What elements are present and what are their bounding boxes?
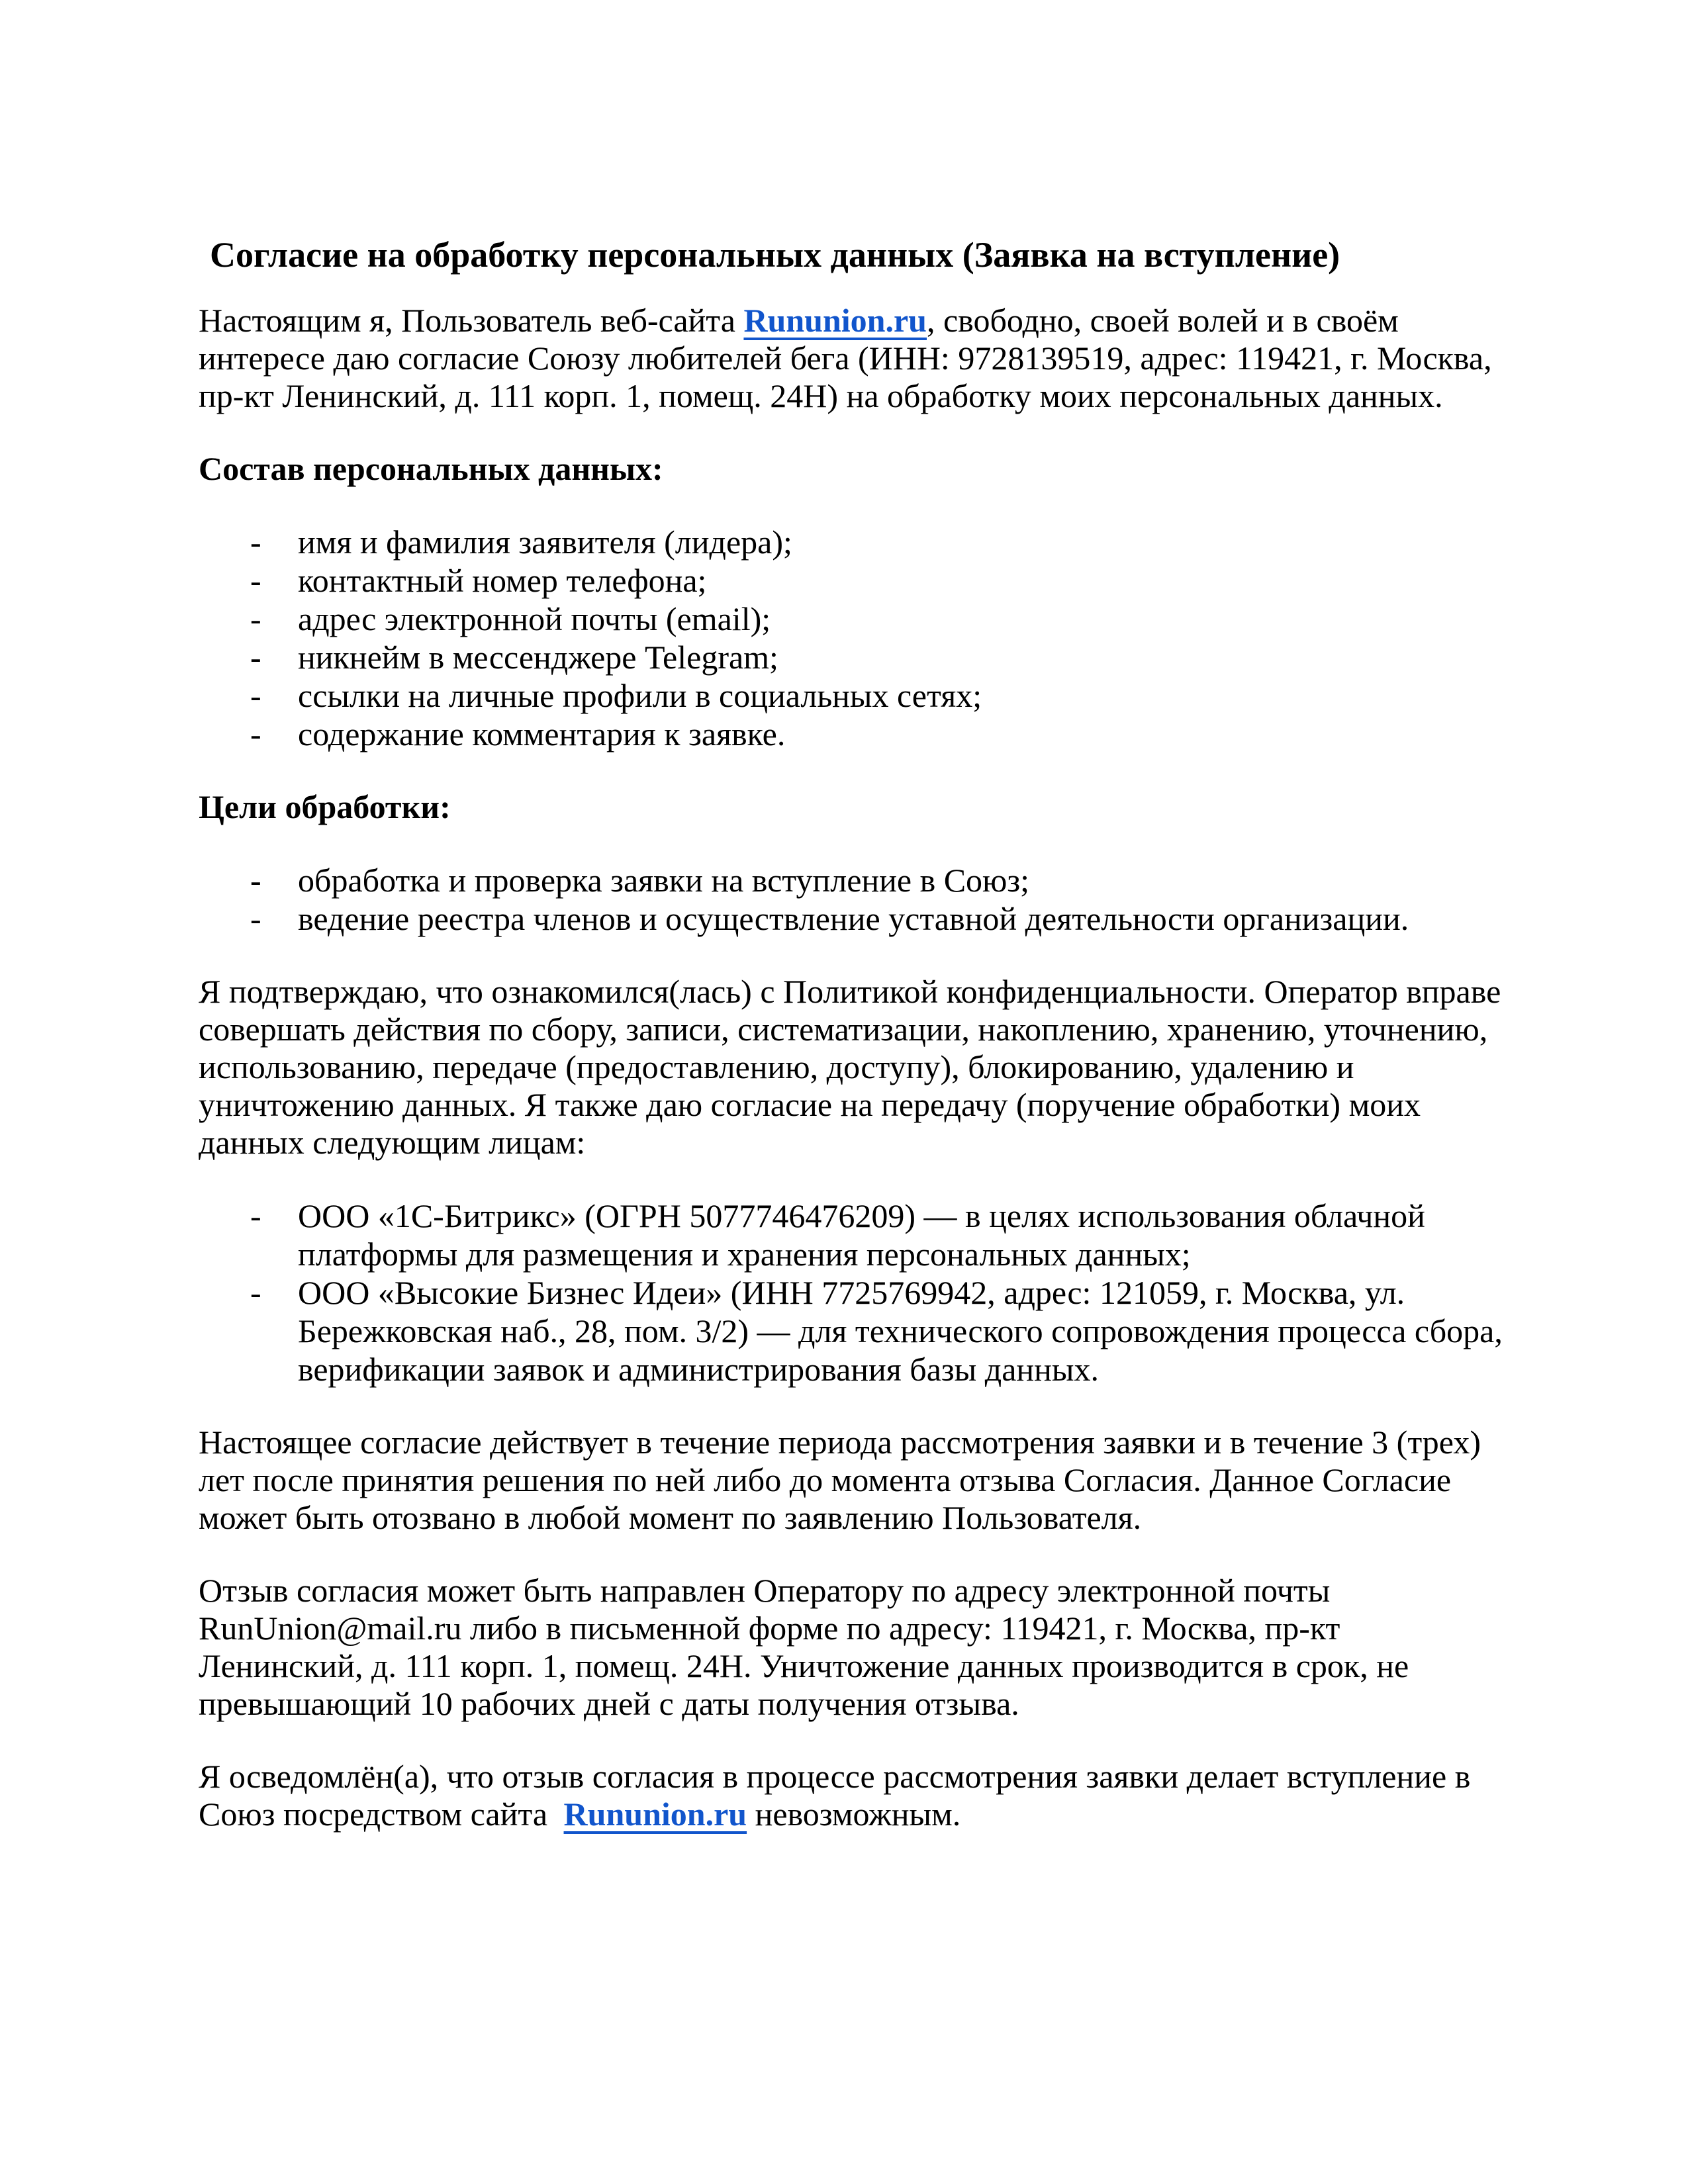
intro-paragraph: [199, 302, 1509, 415]
final-text-after-link: невозможным.: [747, 1796, 961, 1833]
heading-processing-purposes: Цели обработки:: [199, 788, 451, 825]
list-item: - никнейм в мессенджере Telegram;: [199, 638, 1509, 676]
page-title: Согласие на обработку персональных данных (Заявка на вступление): [210, 235, 1340, 275]
list-item: - обработка и проверка заявки на вступление в Союз;: [199, 861, 1509, 899]
personal-data-list: [199, 523, 1509, 753]
rununion-link-final[interactable]: Rununion.ru: [563, 1796, 747, 1833]
recipients-list: [199, 1197, 1509, 1388]
intro-text-after-link: , свободно, своей волей и в своём интересе даю согласие Союзу любителей бега (ИНН: 9728139519, адрес: 119421, г. Москва, пр-кт Ленинский, д. 111 корп. 1, помещ. 24Н) на обработку моих персональных данных.: [199, 302, 1492, 414]
withdrawal-paragraph: Отзыв согласия может быть направлен Оператору по адресу электронной почты RunUnion@mail.ru либо в письменной форме по адресу: 119421, г. Москва, пр-кт Ленинский, д. 111 корп. 1, помещ. 24Н. Уничтожение данных производится в срок, не превышающий 10 рабочих дней с даты получения отзыва.: [199, 1572, 1409, 1722]
list-item: - контактный номер телефона;: [199, 561, 1509, 600]
confirmation-paragraph: Я подтверждаю, что ознакомился(лась) с Политикой конфиденциальности. Оператор вправе совершать действия по сбору, записи, систематизации, накоплению, хранению, уточнению, использованию, передаче (предоставлению, доступу), блокированию, удалению и уничтожению данных. Я также даю согласие на передачу (поручение обработки) моих данных следующим лицам:: [199, 973, 1501, 1161]
list-item: - ООО «1С-Битрикс» (ОГРН 5077746476209) — в целях использования облачной платформы для размещения и хранения персональных данных;: [199, 1197, 1509, 1273]
processing-purposes-list: [199, 861, 1509, 938]
list-item: - адрес электронной почты (email);: [199, 600, 1509, 638]
heading-personal-data-composition: Состав персональных данных:: [199, 450, 663, 487]
list-item: - содержание комментария к заявке.: [199, 715, 1509, 753]
list-item: - имя и фамилия заявителя (лидера);: [199, 523, 1509, 561]
duration-paragraph: Настоящее согласие действует в течение периода рассмотрения заявки и в течение 3 (трех) лет после принятия решения по ней либо до момента отзыва Согласия. Данное Согласие может быть отозвано в любой момент по заявлению Пользователя.: [199, 1424, 1481, 1536]
list-item: - ООО «Высокие Бизнес Идеи» (ИНН 7725769942, адрес: 121059, г. Москва, ул. Бережковская наб., 28, пом. 3/2) — для технического сопровождения процесса сбора, верификации заявок и администрирования базы данных.: [199, 1273, 1509, 1388]
rununion-link-intro[interactable]: Rununion.ru: [743, 302, 927, 339]
list-item: - ведение реестра членов и осуществление уставной деятельности организации.: [199, 899, 1509, 938]
final-paragraph: [199, 1758, 1509, 1833]
final-text-before-link: Я осведомлён(а), что отзыв согласия в процессе рассмотрения заявки делает вступление в Союз посредством сайта: [199, 1758, 1471, 1833]
list-item: - ссылки на личные профили в социальных сетях;: [199, 676, 1509, 715]
intro-text-before-link: Настоящим я, Пользователь веб-сайта: [199, 302, 744, 339]
